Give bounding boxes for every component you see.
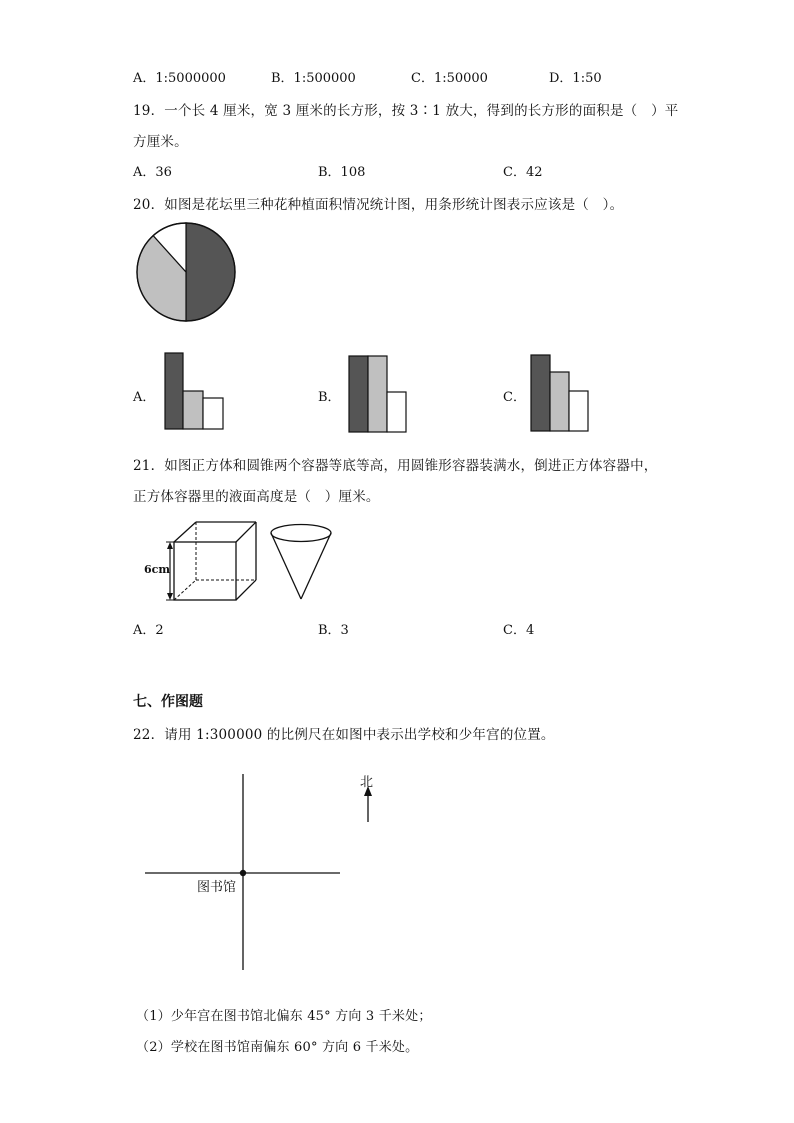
- q18-option-c: C．1:50000: [411, 71, 488, 86]
- q20-text: 20．如图是花坛里三种花种植面积情况统计图，用条形统计图表示应该是（ ）。: [133, 197, 624, 213]
- q20-option-a-bars: [163, 352, 225, 430]
- section-title: 七、作图题: [133, 694, 203, 710]
- q22-sub2: （2）学校在图书馆南偏东 60° 方向 6 千米处。: [136, 1040, 419, 1055]
- q19-text-line2: 方厘米。: [133, 134, 188, 150]
- q19-option-b: B．108: [318, 165, 366, 180]
- pie-slice-dark: [186, 223, 235, 321]
- q18-option-a: A．1:5000000: [133, 71, 226, 86]
- library-point: [240, 870, 246, 876]
- q20-pie-chart: [136, 222, 236, 322]
- q21-cone-figure: [268, 523, 334, 603]
- q21-option-b: B．3: [318, 623, 349, 638]
- q21-option-c: C．4: [503, 623, 535, 638]
- north-label: 北: [360, 775, 374, 790]
- q21-cube-figure: [140, 520, 260, 604]
- q19-option-a: A．36: [133, 165, 172, 180]
- q19-text-line1: 19．一个长 4 厘米，宽 3 厘米的长方形，按 3∶1 放大，得到的长方形的面积是（ ）平: [133, 103, 679, 119]
- q20-option-c-label: C．: [503, 390, 526, 405]
- q22-direction-map: [140, 770, 380, 975]
- q21-text-line1: 21．如图正方体和圆锥两个容器等底等高，用圆锥形容器装满水，倒进正方体容器中，: [133, 458, 658, 474]
- q21-text-line2: 正方体容器里的液面高度是（ ）厘米。: [133, 489, 380, 505]
- q19-option-c: C．42: [503, 165, 543, 180]
- q20-option-c-bars: [529, 353, 591, 433]
- q20-option-a-label: A．: [133, 390, 156, 405]
- library-label: 图书馆: [197, 880, 237, 895]
- cube-height-label: 6cm: [144, 563, 170, 576]
- q20-option-b-bars: [347, 354, 409, 434]
- q22-text: 22．请用 1:300000 的比例尺在如图中表示出学校和少年宫的位置。: [133, 727, 555, 743]
- q18-option-d: D．1:50: [549, 71, 602, 86]
- q21-option-a: A．2: [133, 623, 164, 638]
- q20-option-b-label: B．: [318, 390, 341, 405]
- q22-sub1: （1）少年宫在图书馆北偏东 45° 方向 3 千米处；: [136, 1009, 432, 1024]
- q18-option-b: B．1:500000: [271, 71, 356, 86]
